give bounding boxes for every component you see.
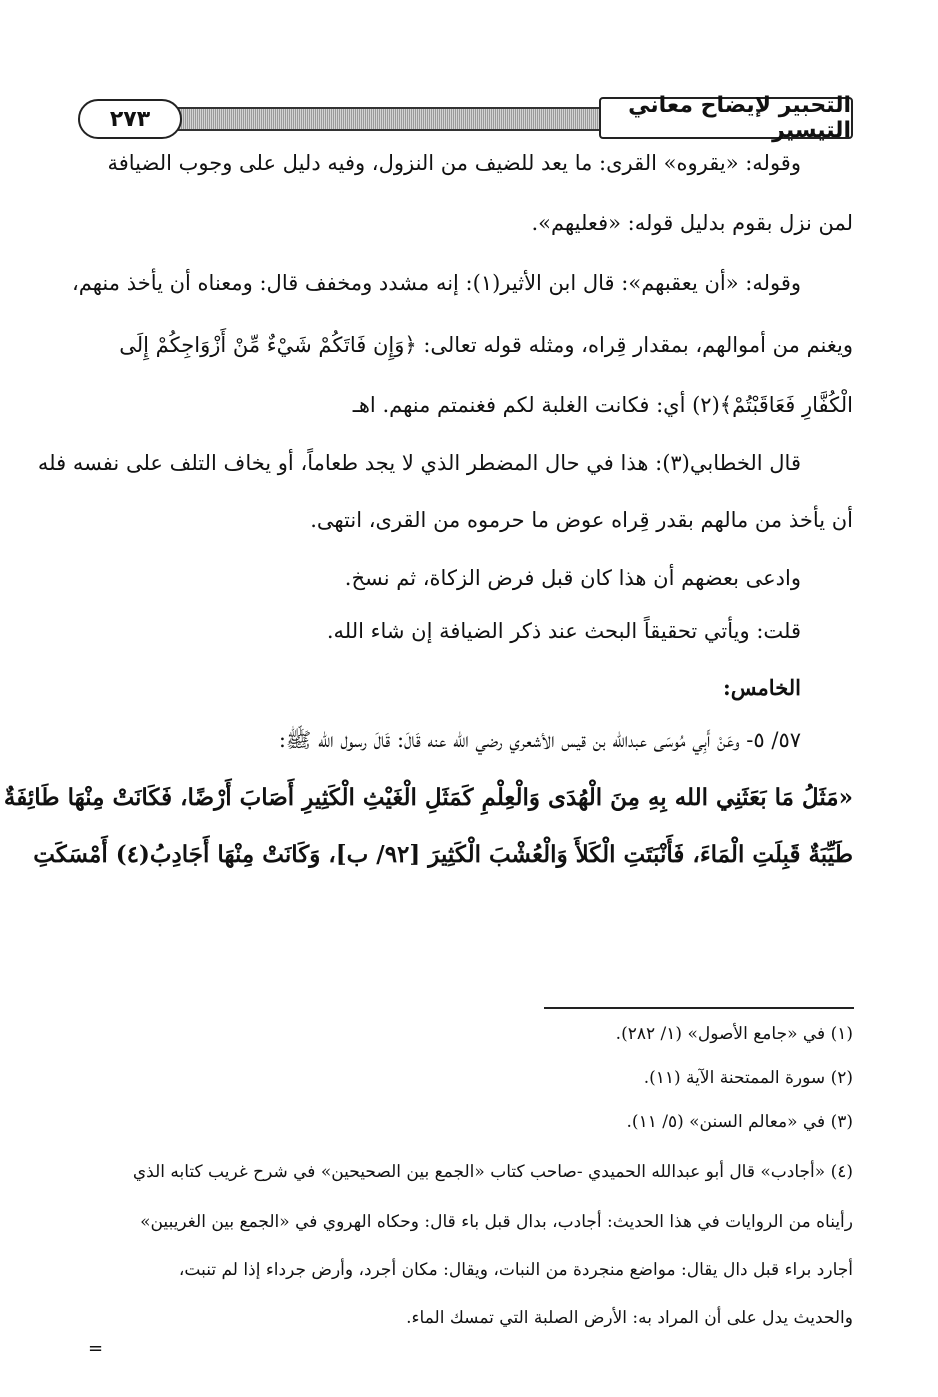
page-header xyxy=(78,93,853,143)
hadith-text-line-1: «مَثَلُ مَا بَعَثَنِي الله بِهِ مِنَ الْهُدَى وَالْعِلْمِ كَمَثَلِ الْغَيْثِ الْكَثِيرِ أَصَابَ أَرْضًا، فَكَانَتْ مِنْهَا طَائِفَةٌ xyxy=(3,784,853,811)
continuation-mark: = xyxy=(88,1338,104,1359)
body-line-2: لمن نزل بقوم بدليل قوله: «فعليهم». xyxy=(531,211,853,235)
footnote-4-line-1: (٤) «أجادب» قال أبو عبدالله الحميدي -صاحب كتاب «الجمع بين الصحيحين» في شرح غريب كتابه الذي xyxy=(132,1162,853,1182)
body-line-8: وادعى بعضهم أن هذا كان قبل فرض الزكاة، ثم نسخ. xyxy=(344,566,801,590)
book-title: التحبير لإيضاح معاني التيسير xyxy=(599,97,853,139)
hadith-text-line-2: طَيِّبَةٌ قَبِلَتِ الْمَاءَ، فَأَنْبَتَتِ الْكَلأَ وَالْعُشْبَ الْكَثِيرَ [٩٢/ ب]، وَكَانَتْ مِنْهَا أَجَادِبُ(٤) أَمْسَكَتِ xyxy=(33,841,853,868)
footnote-4-line-3: أجارد براء قبل دال يقال: مواضع منجردة من النبات، ويقال: مكان أجرد، وأرض جرداء إذا لم تنبت، xyxy=(178,1260,853,1280)
body-line-6: قال الخطابي(٣): هذا في حال المضطر الذي لا يجد طعاماً، أو يخاف التلف على نفسه فله xyxy=(37,451,801,475)
footnote-2: (٢) سورة الممتحنة الآية (١١). xyxy=(643,1068,853,1088)
body-line-7: أن يأخذ من مالهم بقدر قِراه عوض ما حرموه من القرى، انتهى. xyxy=(310,508,853,532)
footnote-4-line-2: رأيناه من الروايات في هذا الحديث: أجادب، بدال قبل باء قال: وحكاه الهروي في «الجمع بين الغريبين» xyxy=(140,1212,853,1232)
body-line-3: وقوله: «أن يعقبهم»: قال ابن الأثير(١): إنه مشدد ومخفف قال: ومعناه أن يأخذ منهم، xyxy=(72,271,801,295)
header-decorative-band xyxy=(173,107,608,131)
hadith-intro-line: ٥٧/ ٥- وعَنْ أَبِي مُوسَى عبدالله بن قيس الأشعري رضي الله عنه قَالَ: قَالَ رسول الله ﷺ: xyxy=(278,728,801,752)
body-line-5: الْكُفَّارِ فَعَاقَبْتُمْ﴾(٢) أي: فكانت الغلبة لكم فغنمتم منهم. اهـ xyxy=(352,393,853,417)
page-number: ٢٧٣ xyxy=(78,99,182,139)
footnote-separator xyxy=(544,1007,854,1009)
body-line-9: قلت: ويأتي تحقيقاً البحث عند ذكر الضيافة إن شاء الله. xyxy=(326,619,801,643)
section-heading: الخامس: xyxy=(723,675,801,700)
body-line-4: ويغنم من أموالهم، بمقدار قِراه، ومثله قوله تعالى: ﴿وَإِن فَاتَكُمْ شَيْءٌ مِّنْ أَزْوَاجِكُمْ إِلَى xyxy=(119,333,853,357)
footnote-3: (٣) في «معالم السنن» (٥/ ١١). xyxy=(626,1112,853,1132)
footnote-4-line-4: والحديث يدل على أن المراد به: الأرض الصلبة التي تمسك الماء. xyxy=(406,1308,853,1328)
body-line-1: وقوله: «يقروه» القرى: ما يعد للضيف من النزول، وفيه دليل على وجوب الضيافة xyxy=(107,151,801,175)
footnote-1: (١) في «جامع الأصول» (١/ ٢٨٢). xyxy=(615,1024,853,1044)
